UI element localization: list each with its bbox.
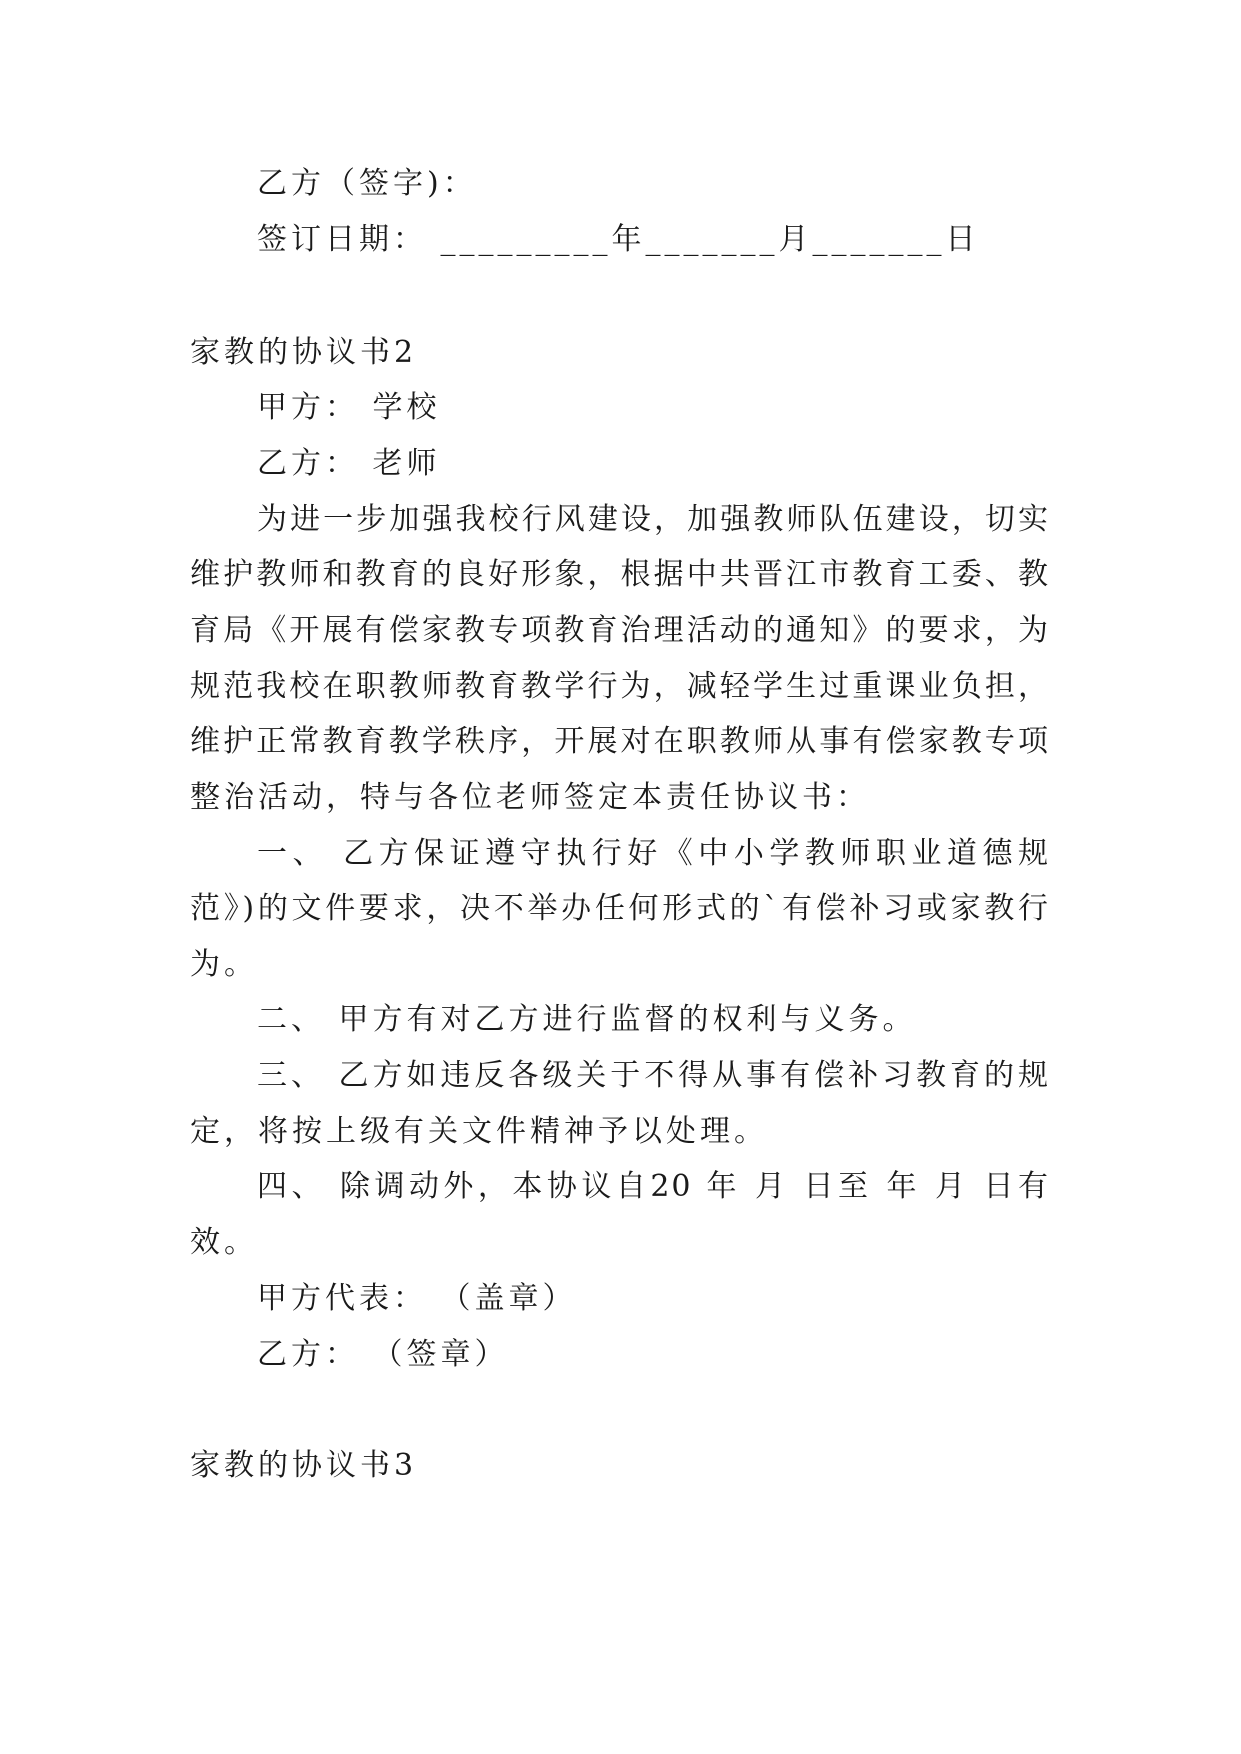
paragraph-line: 维护教师和教育的良好形象，根据中共晋江市教育工委、教 [190, 557, 1050, 592]
clause-3-line: 三、 乙方如违反各级关于不得从事有偿补习教育的规 [257, 1058, 1050, 1093]
clause-1-line: 为。 [190, 947, 258, 982]
party-b-signature-line: 乙方（签字)： [257, 166, 477, 201]
signing-date-line: 签订日期： _________年_______月_______日 [257, 222, 980, 257]
paragraph-line: 育局《开展有偿家教专项教育治理活动的通知》的要求，为 [190, 613, 1050, 648]
party-a-representative-line: 甲方代表： （盖章） [257, 1281, 577, 1316]
clause-4-line: 效。 [190, 1225, 258, 1260]
party-b-seal-line: 乙方： （签章） [257, 1337, 509, 1372]
party-b-line: 乙方： 老师 [257, 446, 441, 481]
paragraph-line: 维护正常教育教学秩序，开展对在职教师从事有偿家教专项 [190, 724, 1050, 759]
section-title-2: 家教的协议书2 [190, 335, 418, 370]
paragraph-line: 为进一步加强我校行风建设，加强教师队伍建设，切实 [257, 502, 1050, 537]
clause-1-line: 范》)的文件要求，决不举办任何形式的`有偿补习或家教行 [190, 891, 1050, 926]
paragraph-line: 整治活动，特与各位老师签定本责任协议书： [190, 780, 870, 815]
clause-1-line: 一、 乙方保证遵守执行好《中小学教师职业道德规 [257, 836, 1050, 871]
clause-4-line: 四、 除调动外，本协议自20 年 月 日至 年 月 日有 [257, 1169, 1050, 1204]
party-a-line: 甲方： 学校 [257, 390, 441, 425]
paragraph-line: 规范我校在职教师教育教学行为，减轻学生过重课业负担， [190, 669, 1050, 704]
section-title-3: 家教的协议书3 [190, 1448, 418, 1483]
clause-3-line: 定，将按上级有关文件精神予以处理。 [190, 1114, 768, 1149]
clause-2-line: 二、 甲方有对乙方进行监督的权利与义务。 [257, 1002, 917, 1037]
